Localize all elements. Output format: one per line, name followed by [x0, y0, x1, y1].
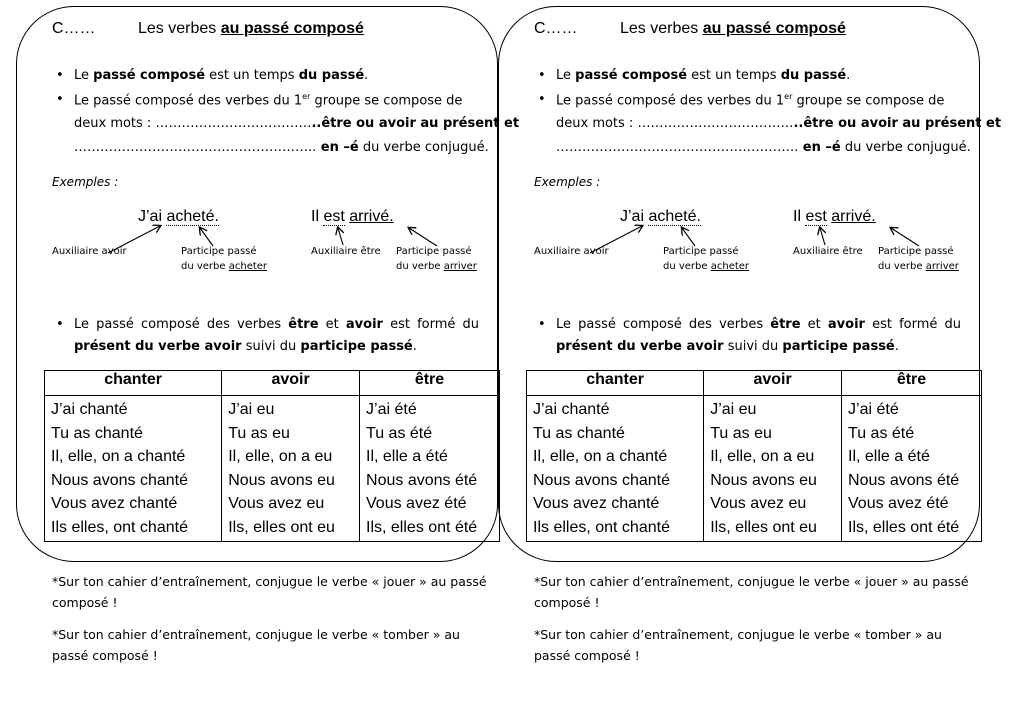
bullet-icon: •: [538, 68, 546, 83]
participle-1-label: Participe passé du verbe acheter: [181, 246, 268, 272]
bullet-icon: •: [56, 92, 64, 107]
aux-avoir-label: Auxiliaire avoir: [534, 246, 609, 257]
page-title: Les verbes au passé composé: [620, 20, 846, 37]
exercise-2: *Sur ton cahier d’entraînement, conjugue le verbe « tomber » au passé composé !: [534, 627, 942, 663]
header-etre: être: [842, 371, 982, 396]
bullet-icon: •: [538, 317, 546, 332]
arrow-participle-1: [682, 228, 695, 246]
conjugation-table: [526, 370, 982, 542]
rule-3-line-2: présent du verbe avoir suivi du participe passé.: [556, 339, 899, 354]
rule-2-line-3: ……………………………………………….. en –é du verbe conjugué.: [74, 140, 489, 155]
table-header-row: [527, 371, 982, 396]
c-mark: C……: [534, 20, 578, 37]
table-row: [45, 396, 500, 542]
arrow-aux-avoir: [590, 226, 642, 253]
header-chanter: chanter: [527, 371, 704, 396]
header-chanter: chanter: [45, 371, 222, 396]
examples-label: Exemples :: [52, 175, 119, 189]
aux-etre-label: Auxiliaire être: [793, 246, 863, 257]
annotation-arrows: [482, 0, 982, 300]
arrow-participle-2: [409, 228, 437, 246]
arrow-aux-etre: [820, 228, 825, 245]
aux-avoir-label: Auxiliaire avoir: [52, 246, 127, 257]
column-chanter: J’ai chanté Tu as chanté Il, elle, on a chanté Nous avons chanté Vous avez chanté Ils elles, ont chanté: [45, 396, 222, 542]
example-1: J’ai acheté.: [138, 208, 219, 225]
rule-2-line-3: ……………………………………………….. en –é du verbe conjugué.: [556, 140, 971, 155]
rule-1: Le passé composé est un temps du passé.: [74, 68, 369, 83]
example-1: J’ai acheté.: [620, 208, 701, 225]
rule-2-line-1: Le passé composé des verbes du 1er groupe se compose de: [74, 92, 463, 109]
arrow-aux-avoir: [108, 226, 160, 253]
rule-3-line-1: Le passé composé des verbes être et avoir est formé du: [74, 317, 480, 332]
arrow-participle-2: [891, 228, 919, 246]
bullet-icon: •: [56, 68, 64, 83]
rule-2-line-1: Le passé composé des verbes du 1er groupe se compose de: [556, 92, 945, 109]
page-title: Les verbes au passé composé: [138, 20, 364, 37]
column-avoir: J’ai eu Tu as eu Il, elle, on a eu Nous avons eu Vous avez eu Ils, elles ont eu: [704, 396, 842, 542]
examples-label: Exemples :: [534, 175, 601, 189]
aux-etre-label: Auxiliaire être: [311, 246, 381, 257]
header-avoir: avoir: [704, 371, 842, 396]
participle-2-label: Participe passé du verbe arriver: [878, 246, 959, 272]
example-2: Il est arrivé.: [311, 208, 394, 225]
column-etre: J’ai été Tu as été Il, elle a été Nous avons été Vous avez été Ils, elles ont été: [360, 396, 500, 542]
column-chanter: J’ai chanté Tu as chanté Il, elle, on a chanté Nous avons chanté Vous avez chanté Ils elles, ont chanté: [527, 396, 704, 542]
header-avoir: avoir: [222, 371, 360, 396]
participle-2-label: Participe passé du verbe arriver: [396, 246, 477, 272]
lesson-card-right: [482, 0, 1002, 725]
exercise-2: *Sur ton cahier d’entraînement, conjugue le verbe « tomber » au passé composé !: [52, 627, 460, 663]
exercise-1: *Sur ton cahier d’entraînement, conjugue le verbe « jouer » au passé composé !: [52, 574, 487, 610]
participle-1-label: Participe passé du verbe acheter: [663, 246, 750, 272]
table-header-row: [45, 371, 500, 396]
exercise-1: *Sur ton cahier d’entraînement, conjugue le verbe « jouer » au passé composé !: [534, 574, 969, 610]
conjugation-table: [44, 370, 500, 542]
bullet-icon: •: [538, 92, 546, 107]
rule-2-line-2: deux mots : ………………………………..être ou avoir au présent et: [74, 116, 520, 131]
header-etre: être: [360, 371, 500, 396]
arrow-aux-etre: [338, 228, 343, 245]
bullet-icon: •: [56, 317, 64, 332]
rule-3-line-1: Le passé composé des verbes être et avoir est formé du: [556, 317, 962, 332]
rule-3-line-2: présent du verbe avoir suivi du participe passé.: [74, 339, 417, 354]
rule-1: Le passé composé est un temps du passé.: [556, 68, 851, 83]
rule-2-line-2: deux mots : ………………………………..être ou avoir au présent et: [556, 116, 1002, 131]
column-avoir: J’ai eu Tu as eu Il, elle, on a eu Nous avons eu Vous avez eu Ils, elles ont eu: [222, 396, 360, 542]
example-2: Il est arrivé.: [793, 208, 876, 225]
c-mark: C……: [52, 20, 96, 37]
table-row: [527, 396, 982, 542]
arrow-participle-1: [200, 228, 213, 246]
column-etre: J’ai été Tu as été Il, elle a été Nous avons été Vous avez été Ils, elles ont été: [842, 396, 982, 542]
annotation-arrows: [0, 0, 500, 300]
